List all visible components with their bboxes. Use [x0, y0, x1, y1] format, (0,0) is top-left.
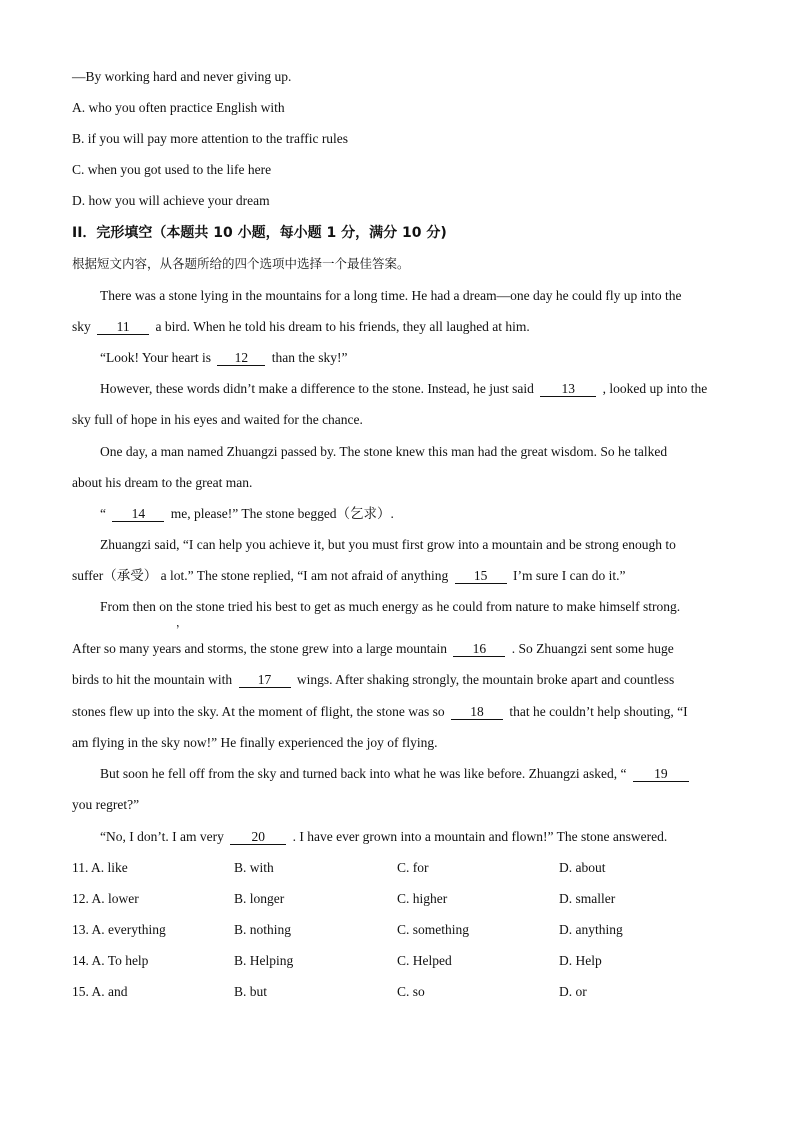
blank-12: 12	[217, 350, 265, 366]
text-span: birds to hit the mountain with	[72, 672, 233, 687]
q14-option-d: D. Help	[559, 953, 602, 968]
passage-line: There was a stone lying in the mountains for a long time. He had a dream—one day he could fly up into the	[100, 288, 682, 303]
text-span: me, please!” The stone begged（乞求）.	[170, 506, 394, 521]
text-span: “	[100, 506, 106, 521]
q11-option-d: D. about	[559, 860, 606, 875]
section-title: II．完形填空（本题共 10 小题，每小题 1 分，满分 10 分)	[72, 225, 447, 241]
q15-option-a: 15. A. and	[72, 984, 128, 999]
q12-option-b: B. longer	[234, 891, 285, 906]
stray-comma: ，	[176, 617, 187, 629]
passage-line: about his dream to the great man.	[72, 475, 253, 490]
previous-answer-line: —By working hard and never giving up.	[72, 69, 292, 84]
text-span: sky	[72, 319, 91, 334]
blank-18: 18	[451, 704, 503, 720]
q12-option-d: D. smaller	[559, 891, 616, 906]
passage-line	[72, 703, 688, 721]
passage-line: One day, a man named Zhuangzi passed by. The stone knew this man had the great wisdom. So he talked	[100, 444, 668, 459]
q14-option-c: C. Helped	[397, 953, 452, 968]
q14-option-a: 14. A. To help	[72, 953, 149, 968]
text-span: After so many years and storms, the stone grew into a large mountain	[72, 641, 448, 656]
blank-19: 19	[633, 766, 689, 782]
passage-line	[100, 380, 707, 398]
blank-20: 20	[230, 829, 286, 845]
passage-line	[100, 505, 394, 523]
q11-option-c: C. for	[397, 860, 429, 875]
text-span: “Look! Your heart is	[100, 350, 211, 365]
option-b: B. if you will pay more attention to the traffic rules	[72, 131, 349, 146]
passage-line	[100, 765, 692, 783]
passage-line: sky full of hope in his eyes and waited for the chance.	[72, 412, 363, 427]
text-span: “No, I don’t. I am very	[100, 829, 224, 844]
text-span: , looked up into the	[602, 381, 708, 396]
text-span: However, these words didn’t make a difference to the stone. Instead, he just said	[100, 381, 534, 396]
q13-option-d: D. anything	[559, 922, 623, 937]
section-instruction: 根据短文内容，从各题所给的四个选项中选择一个最佳答案。	[72, 256, 410, 271]
text-span: than the sky!”	[271, 350, 348, 365]
q15-option-c: C. so	[397, 984, 425, 999]
blank-14: 14	[112, 506, 164, 522]
blank-16: 16	[453, 641, 505, 657]
passage-line: From then on the stone tried his best to get as much energy as he could from nature to make himself strong.	[100, 599, 681, 614]
text-span: . I have ever grown into a mountain and flown!” The stone answered.	[292, 829, 668, 844]
text-span: I’m sure I can do it.”	[513, 568, 626, 583]
passage-line	[72, 640, 674, 658]
blank-17: 17	[239, 672, 291, 688]
q11-option-a: 11. A. like	[72, 860, 128, 875]
option-a: A. who you often practice English with	[72, 100, 285, 115]
q12-option-c: C. higher	[397, 891, 448, 906]
q12-option-a: 12. A. lower	[72, 891, 139, 906]
option-c: C. when you got used to the life here	[72, 162, 272, 177]
passage-line	[100, 349, 347, 367]
option-d: D. how you will achieve your dream	[72, 193, 270, 208]
passage-line: am flying in the sky now!” He finally experienced the joy of flying.	[72, 735, 438, 750]
q13-option-c: C. something	[397, 922, 470, 937]
passage-line	[72, 567, 626, 585]
text-span: wings. After shaking strongly, the mountain broke apart and countless	[296, 672, 675, 687]
q11-option-b: B. with	[234, 860, 274, 875]
text-span: stones flew up into the sky. At the moment of flight, the stone was so	[72, 704, 445, 719]
q13-option-b: B. nothing	[234, 922, 292, 937]
text-span: suffer（承受） a lot.” The stone replied, “I am not afraid of anything	[72, 568, 449, 583]
blank-15: 15	[455, 568, 507, 584]
text-span: that he couldn’t help shouting, “I	[509, 704, 688, 719]
q13-option-a: 13. A. everything	[72, 922, 166, 937]
passage-line: Zhuangzi said, “I can help you achieve it, but you must first grow into a mountain and be strong enough to	[100, 537, 676, 552]
q15-option-b: B. but	[234, 984, 268, 999]
q15-option-d: D. or	[559, 984, 587, 999]
passage-line	[100, 828, 667, 846]
blank-11: 11	[97, 319, 149, 335]
q14-option-b: B. Helping	[234, 953, 294, 968]
passage-line	[72, 318, 530, 336]
blank-13: 13	[540, 381, 596, 397]
passage-line	[72, 671, 674, 689]
passage-line: you regret?”	[72, 797, 140, 812]
text-span: . So Zhuangzi sent some huge	[511, 641, 674, 656]
text-span: a bird. When he told his dream to his friends, they all laughed at him.	[155, 319, 530, 334]
text-span: But soon he fell off from the sky and turned back into what he was like before. Zhuangzi asked, “	[100, 766, 627, 781]
